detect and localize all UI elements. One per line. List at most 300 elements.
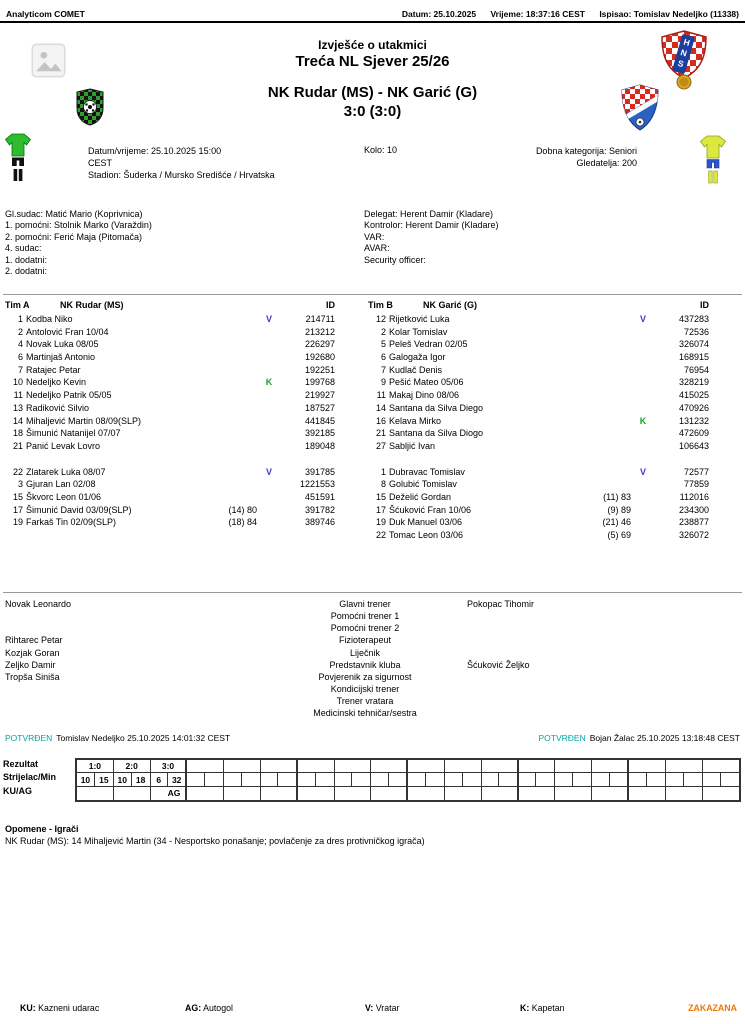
player-name: Kelava Mirko [389,415,442,426]
results-row-labels [3,758,75,802]
divider [3,592,742,593]
team-b-staff-name [467,647,740,659]
kuag-cell [408,787,445,800]
scorer-number [703,773,721,785]
scorer-number [261,773,278,785]
player-number: 22 [375,530,386,540]
player-number: 2 [17,326,23,337]
player-badge [631,427,655,440]
image-placeholder-icon [30,42,67,84]
player-name: Kolar Tomislav [389,326,448,337]
legend-text: Vratar [375,1003,400,1013]
roster-gap [368,453,709,466]
staff-row [5,598,740,610]
player-name: Farkaš Tin 02/09(SLP) [26,517,117,528]
player-id: 112016 [679,491,709,502]
player-row [368,364,709,377]
player-badge [257,491,281,504]
goal-minute [463,773,481,785]
team-b-staff-name: Šćuković Željko [467,659,530,670]
caution-line: NK Rudar (MS): 14 Mihaljević Martin (34 - Nesportsko ponašanje; povlačenje za dres protivničkog igrača) [5,835,425,846]
player-id: 189048 [304,440,335,451]
scorer-number [224,773,242,785]
rosters-section [5,299,740,542]
staff-row [5,707,740,719]
id-column-header: ID [326,300,335,310]
svg-text:H: H [682,36,692,48]
player-name: Nedeljko Kevin [26,377,87,388]
player-number: 5 [380,339,386,350]
player-number: 17 [375,504,386,515]
player-number: 8 [380,479,386,490]
scorer-number [519,773,537,785]
score-cell [298,760,335,773]
legend-item [185,1003,365,1013]
player-name: Zlatarek Luka 08/07 [26,466,106,477]
age-category: Dobna kategorija: Seniori [535,146,637,156]
player-number: 15 [12,491,23,502]
scorer-minute-cell [445,773,482,786]
staff-row [5,683,740,695]
player-number: 27 [375,440,386,451]
kuag-cell [445,787,482,800]
player-row [368,415,709,428]
player-name: Panić Levak Lovro [26,440,101,451]
player-name: Dubravac Tomislav [389,466,465,477]
scorer-minute-cell [371,773,408,786]
legend-item [365,1003,520,1013]
scorer-minute-cell [519,773,556,786]
substitution-minute [585,313,631,326]
substitution-minute [585,440,631,453]
team-b-staff-name [467,683,740,695]
player-row [368,376,709,389]
staff-row [5,647,740,659]
team-b-confirmation [538,733,740,743]
player-badge [257,516,281,529]
player-id: 131232 [678,415,709,426]
player-id: 168915 [678,352,709,363]
kuag-cell: AG [151,787,188,800]
player-badge [631,402,655,415]
kuag-cell [114,787,151,800]
legend-text: Autogol [203,1003,233,1013]
player-id: 76954 [683,364,709,375]
player-badge [257,504,281,517]
player-number: 18 [12,428,23,439]
kuag-cell [371,787,408,800]
staff-row [5,634,740,646]
player-badge: V [265,314,272,324]
kuag-cell [555,787,592,800]
player-name: Šimunić David 03/09(SLP) [26,504,132,515]
player-id: 391782 [304,504,335,515]
scorer-minute-cell [592,773,629,786]
match-timezone: CEST [88,158,113,168]
player-number: 19 [12,517,23,528]
confirmed-by-right: Bojan Žalac 25.10.2025 13:18:48 CEST [589,733,740,743]
security-officer: Security officer: [364,254,426,265]
scorer-number: 10 [77,773,95,785]
player-badge: K [265,377,273,388]
player-name: Mihaljević Martin 08/09(SLP) [26,415,142,426]
substitution-minute [585,338,631,351]
staff-role-label: Kondicijski trener [330,683,400,694]
player-row [5,427,335,440]
legend-item [20,1003,185,1013]
player-badge [257,478,281,491]
player-badge [631,478,655,491]
substitution-minute [211,351,257,364]
goal-minute [647,773,665,785]
main-referee: Gl.sudac: Matić Mario (Koprivnica) [5,209,143,219]
staff-role-label: Predstavnik kluba [329,659,401,670]
staff-row [5,695,740,707]
team-a-staff-name [5,707,275,719]
team-slot-label: Tim A [5,300,30,310]
goal-minute [316,773,334,785]
report-title: Izvješće o utakmici [318,38,427,52]
competition-name: Treća NL Sjever 25/26 [295,53,450,70]
staff-role-label: Fizioterapeut [338,635,392,646]
staff-row [5,610,740,622]
player-badge [631,440,655,453]
kuag-cell [482,787,519,800]
player-number: 21 [375,428,386,439]
player-id: 441845 [304,415,335,426]
kuag-cell [298,787,335,800]
score-cell [482,760,519,773]
attendance: Gledatelja: 200 [576,158,637,168]
team-slot-label: Tim B [368,300,393,310]
federation-crest-icon [660,30,708,95]
substitution-minute: (14) 80 [228,504,257,515]
player-number: 4 [17,339,23,350]
substitution-minute [585,402,631,415]
legend-item [520,1003,688,1013]
player-id: 77859 [683,479,709,490]
team-a-staff-name [5,610,275,622]
substitution-minute [585,478,631,491]
kuag-cell [592,787,629,800]
legend-abbr: KU: [20,1003,36,1013]
player-name: Golubić Tomislav [389,479,457,490]
substitution-minute [211,389,257,402]
player-badge [631,326,655,339]
score-cell [519,760,556,773]
scorer-minute-cell [298,773,335,786]
id-column-header: ID [700,300,709,310]
player-name: Antolović Fran 10/04 [26,326,109,337]
team-b-staff-name [467,707,740,719]
player-name: Pešić Mateo 05/06 [389,377,464,388]
player-name: Šimunić Natanijel 07/07 [26,428,121,439]
player-badge [257,402,281,415]
confirmed-status-badge: POTVRĐEN [538,733,586,743]
player-id: 72536 [683,326,709,337]
delegate: Delegat: Herent Damir (Kladare) [364,209,494,219]
player-number: 1 [17,314,23,324]
team-a-staff-name: Tropša Siniša [5,671,60,682]
player-id: 234300 [678,504,709,515]
player-badge [631,364,655,377]
goal-minute [684,773,702,785]
results-grid-section [3,758,741,802]
score-cell: 3:0 [151,760,188,773]
player-badge: K [639,415,647,426]
player-id: 226297 [304,339,335,350]
player-name: Tomac Leon 03/06 [389,530,464,540]
controller: Kontrolor: Herent Damir (Kladare) [364,220,499,231]
team-b-staff-name [467,671,740,683]
player-badge: V [265,466,272,477]
goal-minute: 18 [135,774,146,785]
away-club-logo-icon [620,84,660,137]
player-badge [631,516,655,529]
goal-minute [242,773,260,785]
player-row [368,326,709,339]
player-id: 437283 [678,314,709,324]
score-cell [187,760,224,773]
score-cell [555,760,592,773]
team-a-roster [5,299,335,542]
goal-minute [610,773,627,785]
player-name: Deželić Gordan [389,491,452,502]
fourth-official: 4. sudac: [5,243,42,254]
spacer [631,299,655,313]
scorer-minute-cell [261,773,298,786]
player-id: 72577 [683,466,709,477]
substitution-minute [585,427,631,440]
team-header [5,299,335,313]
match-title: NK Rudar (MS) - NK Garić (G) [267,84,478,101]
substitution-minute [585,466,631,479]
kuag-row-label: KU/AG [3,785,32,796]
kuag-cell [703,787,740,800]
player-id: 192251 [304,364,335,375]
staff-row [5,671,740,683]
kuag-cell [519,787,556,800]
player-badge [631,376,655,389]
player-row [368,466,709,479]
goal-minute [389,773,406,785]
svg-text:N: N [679,47,689,59]
scorer-number [298,773,316,785]
substitution-minute [211,364,257,377]
player-number: 16 [375,415,386,426]
scorer-number [445,773,463,785]
goal-minute: 15 [99,774,109,785]
player-id: 192680 [304,352,335,363]
player-row [5,389,335,402]
substitution-minute [211,415,257,428]
scorer-number [187,773,205,785]
player-name: Nedeljko Patrik 05/05 [26,390,112,401]
player-row [368,427,709,440]
substitution-minute: (18) 84 [228,517,257,528]
team-b-staff-name [467,634,740,646]
player-row [368,389,709,402]
additional-official-2: 2. dodatni: [5,266,48,277]
player-badge [631,504,655,517]
goal-minute [499,773,516,785]
kuag-cell [261,787,298,800]
team-a-staff-name [5,622,275,634]
goal-minute [426,773,444,785]
match-datetime-block [88,145,368,181]
var-official: VAR: [364,231,385,242]
player-id: 389746 [304,517,335,528]
staff-role-label: Pomoćni trener 1 [330,611,400,622]
team-a-staff-name: Rihtarec Petar [5,635,63,646]
substitution-minute [211,427,257,440]
scorer-minute-cell [482,773,519,786]
player-badge [257,326,281,339]
player-number: 14 [12,415,23,426]
additional-official-1: 1. dodatni: [5,254,48,265]
substitution-minute [211,402,257,415]
referees-column [5,209,364,277]
team-b-roster [368,299,709,542]
scorer-number [592,773,609,785]
scorer-number [482,773,499,785]
player-row [5,478,335,491]
player-row [368,529,709,542]
result-row-label: Rezultat [3,759,39,769]
player-badge [257,338,281,351]
player-row [368,402,709,415]
player-number: 22 [12,466,23,477]
substitution-minute [211,338,257,351]
match-info-section [0,133,745,209]
brand-label: Analyticom COMET [6,9,85,19]
staff-row [5,659,740,671]
substitution-minute [211,313,257,326]
results-grid [75,758,741,802]
player-row [5,351,335,364]
player-badge [631,529,655,542]
player-id: 470926 [678,402,709,413]
player-row [5,504,335,517]
player-number: 19 [375,517,386,528]
player-id: 391785 [304,466,335,477]
player-number: 10 [12,377,23,388]
team-name: NK Garić (G) [423,300,478,310]
cautions-section [5,824,740,847]
staff-role-label: Pomoćni trener 2 [330,623,400,634]
player-row [5,440,335,453]
legend-text: Kazneni udarac [38,1003,100,1013]
match-datetime: Datum/vrijeme: 25.10.2025 15:00 [88,146,222,156]
staff-row [5,622,740,634]
player-name: Makaj Dino 08/06 [389,390,460,401]
scorer-minute-cell [666,773,703,786]
scorer-minute-cell [114,773,151,786]
player-row [5,338,335,351]
scorer-row-label: Strijelac/Min [3,772,57,783]
player-row [5,364,335,377]
player-badge [257,389,281,402]
avar-official: AVAR: [364,243,390,254]
substitution-minute [211,440,257,453]
player-row [5,415,335,428]
goal-minute [278,773,295,785]
player-id: 238877 [678,517,709,528]
kuag-cell [224,787,261,800]
substitution-minute: (9) 89 [607,504,631,515]
player-name: Martinjaš Antonio [26,352,96,363]
player-id: 219927 [304,390,335,401]
legend-abbr: V: [365,1003,374,1013]
player-id: 451591 [304,491,335,502]
legend-text: Kapetan [531,1003,565,1013]
printed-by: Ispisao: Tomislav Nedeljko (11338) [599,9,739,19]
player-name: Rijetković Luka [389,314,450,324]
player-row [368,516,709,529]
scorer-minute-cell [555,773,592,786]
player-row [5,516,335,529]
scorer-number [629,773,647,785]
player-name: Duk Manuel 03/06 [389,517,463,528]
player-name: Gjuran Lan 02/08 [26,479,96,490]
player-id: 392185 [304,428,335,439]
player-badge [257,415,281,428]
substitution-minute [585,351,631,364]
player-id: 214711 [305,314,335,324]
substitution-minute [585,389,631,402]
team-a-staff-name: Novak Leonardo [5,599,72,609]
kuag-cell [629,787,666,800]
assistant-referee-2: 2. pomoćni: Ferić Maja (Pitomača) [5,231,143,242]
legend-bar [0,1003,745,1013]
player-badge [631,338,655,351]
score-cell [703,760,740,773]
scorer-number [555,773,573,785]
goal-minute [573,773,591,785]
player-number: 1 [380,466,386,477]
scorer-number [335,773,353,785]
staff-role-label: Trener vratara [336,696,394,707]
player-badge: V [639,466,646,477]
player-number: 11 [376,390,386,401]
player-name: Galogaža Igor [389,352,446,363]
player-number: 11 [13,390,23,401]
legend-abbr: K: [520,1003,530,1013]
score-cell [445,760,482,773]
substitution-minute [585,326,631,339]
scorer-minute-cell [77,773,114,786]
delegates-column [364,209,740,277]
player-name: Kodba Niko [26,314,73,324]
scorer-number: 6 [151,773,168,785]
team-b-staff-name [467,695,740,707]
substitution-minute: (5) 69 [607,530,631,540]
print-date: Datum: 25.10.2025 [401,9,477,19]
scorer-minute-cell [629,773,666,786]
goal-minute [352,773,370,785]
round-label: Kolo: 10 [364,145,398,155]
player-id: 415025 [678,390,709,401]
svg-text:S: S [676,57,685,70]
player-number: 14 [375,402,386,413]
print-time: Vrijeme: 18:37:16 CEST [490,9,585,19]
player-number: 12 [375,314,386,324]
player-number: 2 [380,326,386,337]
team-header [368,299,709,313]
player-name: Radiković Silvio [26,402,90,413]
substitution-minute [211,376,257,389]
team-a-staff-name [5,683,275,695]
